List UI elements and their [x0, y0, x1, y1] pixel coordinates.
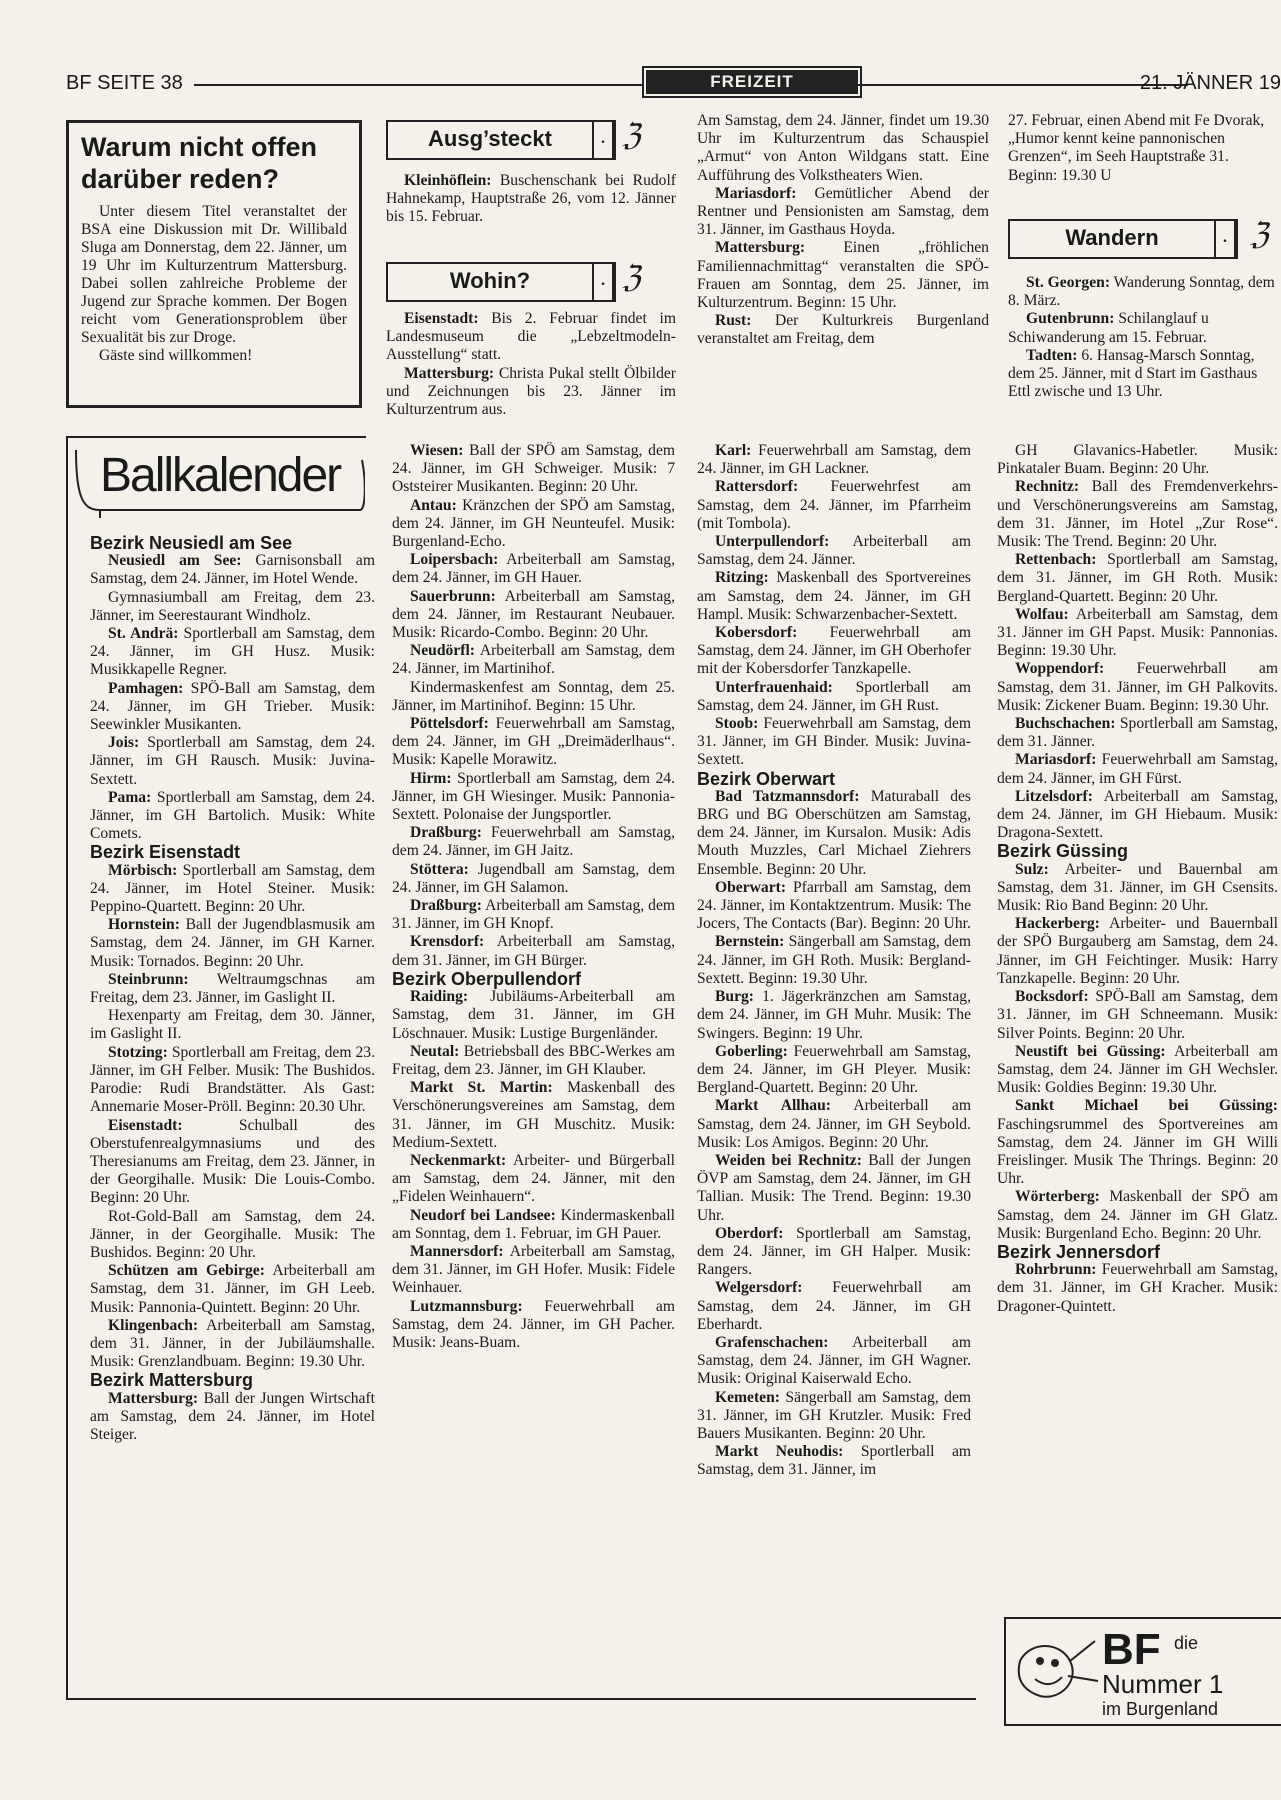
ball-entry-place: Pöttelsdorf: [410, 715, 489, 733]
ball-entry-text: Arbeiterball am Samstag, dem 24. Jänner, im GH Seybold. Musik: Los Amigos. Beginn: 20 Uhr. [697, 1097, 971, 1151]
ball-entry-text: Arbeiterball am Samstag, dem 24. Jänner, im Martinihof. [392, 642, 675, 678]
ball-entry-text: Feuerwehrball am Samstag, dem 24. Jänner, im GH Oberhofer mit der Kobersdorfer Tanzkapelle. [697, 624, 971, 678]
ball-entry [697, 442, 971, 478]
ball-entry-place: Kobersdorf: [715, 624, 798, 642]
ball-entry-text: Betriebsball des BBC-Werkes am Freitag, dem 23. Jänner, im GH Klauber. [392, 1042, 675, 1078]
ausgsteckt-label: Ausg’steckt [388, 122, 594, 158]
ball-entry [997, 861, 1278, 916]
ball-entry-text: Maturaball des BRG und BG Oberschützen am Samstag, dem 24. Jänner, im Kursalon. Musik: Adis Mouth Muzzles, Carl Michael Ziehrers Ensemble. Beginn: 20 Uhr. [697, 787, 971, 878]
page-header [66, 66, 1281, 100]
ball-entry-text: Jugendball am Samstag, dem 24. Jänner, im GH Salamon. [392, 860, 675, 896]
ball-entry-text: Feuerwehrball am Samstag, dem 31. Jänner, im GH Binder. Musik: Juvina-Sextett. [697, 715, 971, 769]
ball-entry [392, 1079, 675, 1152]
ball-entry-text: Feuerwehrball am Samstag, dem 31. Jänner, im GH Kracher. Musik: Dragoner-Quintett. [997, 1261, 1278, 1315]
ball-entry [997, 1261, 1278, 1316]
ball-entry-text: Sportlerball am Samstag, dem 24. Jänner, im GH Rausch. Musik: Juvina-Sextett. [90, 734, 375, 788]
issue-date: 21. JÄNNER 19 [1139, 72, 1281, 94]
ball-entry-text: Feuerwehrball am Samstag, dem 24. Jänner, im GH Pleyer. Musik: Bergland-Quartett. Beginn: 20 Uhr. [697, 1042, 971, 1097]
ausgsteckt-col [386, 172, 676, 227]
ball-entry-place: Stöttera: [410, 860, 469, 878]
ballkalender-col1 [90, 534, 375, 1444]
ball-entry-place: Bernstein: [715, 933, 785, 951]
ball-entry [997, 660, 1278, 715]
ball-entry [997, 1097, 1278, 1188]
ausgsteckt-entry: Kleinhöflein: Buschenschank bei Rudolf Hahnekamp, Hauptstraße 26, vom 12. Jänner bis 15. Februar. [386, 172, 676, 226]
ball-entry-place: Oberwart: [715, 878, 787, 896]
ball-entry [90, 1317, 375, 1372]
ball-entry [697, 933, 971, 988]
ball-entry [392, 824, 675, 860]
ball-entry-place: Rettenbach: [1015, 551, 1097, 569]
ball-entry [697, 1443, 971, 1479]
ball-entry-place: Sulz: [1015, 860, 1049, 878]
ball-entry-place: Pama: [108, 788, 152, 806]
ball-entry-place: Unterfrauenhaid: [715, 678, 833, 696]
ball-entry-place: St. Andrä: [108, 625, 179, 643]
ball-entry-place: Ritzing: [715, 569, 769, 587]
ball-entry-place: Rechnitz: [1015, 478, 1080, 496]
ball-entry-place: Buchschachen: [1015, 715, 1116, 733]
ball-entry-place: Neckenmarkt: [410, 1151, 507, 1169]
ball-entry [697, 788, 971, 879]
district-heading: Bezirk Jennersdorf [997, 1241, 1161, 1262]
ballkalender-col3 [697, 442, 971, 1480]
page-number: BF SEITE 38 [66, 72, 183, 94]
hiker-icon: ℨ [1250, 218, 1269, 251]
ball-entry [997, 751, 1278, 787]
ballkalender-col4 [997, 442, 1278, 1316]
ball-entry [90, 589, 375, 625]
ball-entry [90, 1390, 375, 1445]
ball-entry [392, 551, 675, 587]
ball-entry-place: Karl: [715, 442, 752, 459]
dot-icon: . [594, 122, 614, 158]
ball-entry [90, 971, 375, 1007]
wandern-entry-1: Gutenbrunn: Schilanglauf u Schiwanderung am 15. Februar. [1008, 310, 1209, 346]
ball-entry-place: Neutal: [410, 1042, 460, 1060]
ball-entry-text: Arbeiterball am Samstag, dem 31. Jänner, in der Jubiläumshalle. Musik: Grenzlandbuam. Beginn: 19.30 Uhr. [90, 1316, 375, 1371]
ball-entry-text: Arbeiterball am Samstag, dem 31. Jänner, im GH Knopf. [392, 897, 676, 933]
district-heading: Bezirk Mattersburg [90, 1370, 254, 1391]
ball-entry-text: Hexenparty am Freitag, dem 30. Jänner, im Gaslight II. [90, 1007, 375, 1043]
ball-entry [392, 642, 675, 678]
ball-entry [90, 1262, 375, 1317]
warum-text: Unter diesem Titel veranstaltet der BSA eine Diskussion mit Dr. Willibald Sluga am Donnerstag, dem 22. Jänner, um 19 Uhr im Kulturzentrum Mattersburg. Dabei sollen zahlreiche Probleme der Jugend zur Sprache kommen. Der Bogen reicht vom Generationsproblem über Sexualität bis zur Droge. [81, 203, 347, 346]
ball-entry [392, 679, 675, 715]
ball-entry-text: Arbeiterball am Samstag, dem 31. Jänner im GH Papst. Musik: Pannonias. Beginn: 19.30 Uhr. [997, 605, 1278, 660]
signpost-icon: ℨ [622, 261, 641, 294]
ball-entry [392, 897, 675, 933]
district-heading: Bezirk Oberwart [697, 768, 836, 789]
ball-entry-text: Faschingsrummel des Sportvereines am Samstag, dem 24. Jänner im GH Willi Freislinger. Musik The Thrings. Beginn: 20 Uhr. [997, 1115, 1278, 1188]
ball-entry-place: Pamhagen: [108, 679, 184, 697]
ball-entry [997, 442, 1278, 478]
ball-entry-text: Sportlerball am Samstag, dem 24. Jänner, im GH Bartolich. Musik: White Comets. [90, 788, 375, 843]
ball-entry-text: Arbeiter- und Bürgerball am Samstag, dem 24. Jänner, mit den „Fidelen Weinhauern“. [392, 1151, 675, 1206]
ball-entry [697, 1279, 971, 1334]
ball-entry-text: Feuerwehrball am Samstag, dem 31. Jänner, im GH Palkovits. Musik: Zickener Buam. Beginn: 19.30 Uhr. [997, 660, 1278, 714]
ball-entry-text: Jubiläums-Arbeiterball am Samstag, dem 31. Jänner, im GH Löschnauer. Musik: Lustige Burgenländer. [392, 988, 675, 1042]
ball-entry-text: Sängerball am Samstag, dem 31. Jänner, im GH Krutzler. Musik: Fred Bauers Musikanten. Beginn: 20 Uhr. [697, 1388, 971, 1442]
ball-entry-text: Sportlerball am Samstag, dem 24. Jänner, im Hotel Steiner. Musik: Peppino-Quartett. Beginn: 20 Uhr. [90, 861, 375, 916]
ball-entry [392, 588, 675, 643]
ball-entry-text: Feuerwehrball am Samstag, dem 24. Jänner, im GH „Dreimäderlhaus“. Musik: Kapelle Morawitz. [392, 715, 675, 769]
ball-entry [697, 715, 971, 770]
ball-entry-text: Feuerwehrball am Samstag, dem 24. Jänner, im GH Eberhardt. [697, 1279, 971, 1333]
ball-entry [392, 933, 675, 969]
col3-top-entry-0: Am Samstag, dem 24. Jänner, findet um 19.30 Uhr im Kulturzentrum das Schauspiel „Armut“ von Anton Wildgans statt. Eine Aufführung des Volkstheaters Wien. [697, 112, 989, 184]
ball-entry-place: Klingenbach: [108, 1316, 199, 1334]
ballkalender-heading [70, 440, 365, 522]
ball-entry-place: Hirm: [410, 769, 452, 787]
ball-entry-place: Markt Allhau: [715, 1097, 831, 1115]
ball-entry-place: Stotzing: [108, 1043, 168, 1061]
ball-entry [697, 679, 971, 715]
ballkalender-frame-top [66, 436, 366, 438]
ball-entry-place: Steinbrunn: [108, 970, 189, 988]
ball-entry [997, 551, 1278, 606]
ball-entry-text: SPÖ-Ball am Samstag, dem 31. Jänner, im GH Schneemann. Musik: Silver Points. Beginn: 20 Uhr. [997, 988, 1278, 1042]
mascot-icon [1010, 1621, 1100, 1721]
ball-entry [697, 879, 971, 934]
ball-entry-place: Hornstein: [108, 916, 180, 934]
ball-entry-place: Weiden bei Rechnitz: [715, 1151, 862, 1169]
ball-entry-place: Krensdorf: [410, 933, 485, 951]
ball-entry-text: Kindermaskenfest am Sonntag, dem 25. Jänner, im Martinihof. Beginn: 15 Uhr. [392, 678, 675, 714]
ball-entry-text: Sportlerball am Samstag, dem 24. Jänner, im GH Wiesinger. Musik: Pannonia-Sextett. Polonaise der Jungsportler. [392, 769, 675, 824]
ball-entry [697, 1152, 971, 1225]
warum-title: Warum nicht offen darüber reden? [81, 132, 317, 194]
ball-entry-text: Sängerball am Samstag, dem 24. Jänner, im GH Roth. Musik: Bergland-Sextett. Beginn: 19.30 Uhr. [697, 933, 971, 987]
ball-entry [392, 1043, 675, 1079]
district-heading: Bezirk Güssing [997, 841, 1129, 862]
ball-entry [697, 1334, 971, 1389]
ball-entry-text: Ball der Jungen ÖVP am Samstag, dem 24. Jänner, im GH Tallian. Musik: The Trend. Beginn: 19.30 Uhr. [697, 1151, 971, 1224]
ball-entry-place: Raiding: [410, 988, 469, 1006]
ball-entry-place: Lutzmannsburg: [410, 1297, 523, 1315]
ball-entry [392, 988, 675, 1043]
ball-entry [697, 988, 971, 1043]
ball-entry-text: Arbeiterball am Samstag, dem 24. Jänner, im GH Wagner. Musik: Original Kaiserwald Echo. [697, 1333, 971, 1388]
ball-entry-place: Markt St. Martin: [410, 1079, 553, 1097]
ball-entry-place: Loipersbach: [410, 551, 499, 569]
bf-promo-logo [1004, 1617, 1281, 1726]
ball-entry [90, 1117, 375, 1208]
ball-entry-place: Mattersburg: [108, 1389, 199, 1407]
ball-entry-text: Arbeiterball am Samstag, dem 24. Jänner, im Restaurant Neubauer. Musik: Ricardo-Combo. Beginn: 20 Uhr. [392, 587, 675, 642]
ball-entry-text: Arbeiterball am Samstag, dem 24. Jänner im GH Wechsler. Musik: Goldies Beginn: 19.30 Uhr. [997, 1042, 1278, 1097]
col4-top-intro: 27. Februar, einen Abend mit Fe Dvorak, „Humor kennt keine pannonischen Grenzen“, im Seeh Hauptstraße 31. Beginn: 19.30 U [1008, 112, 1265, 184]
ballkalender-title: Ballkalender [100, 449, 341, 502]
ball-entry [90, 552, 375, 588]
ballkalender-col2 [392, 442, 675, 1352]
ball-entry-place: Markt Neuhodis: [715, 1443, 844, 1461]
ball-entry-text: Pfarrball am Samstag, dem 24. Jänner, im Kontaktzentrum. Musik: The Jocers, The Contacts (Bar). Beginn: 20 Uhr. [697, 878, 971, 933]
ball-entry-text: Maskenball der SPÖ am Samstag, dem 24. Jänner im GH Glatz. Musik: Burgenland Echo. Beginn: 20 Uhr. [997, 1188, 1278, 1242]
ball-entry-text: Maskenball des Verschönerungsvereines am Samstag, dem 31. Jänner, im GH Muschitz. Musik: Medium-Sextett. [392, 1079, 675, 1151]
ball-entry-place: Wolfau: [1015, 605, 1069, 623]
ball-entry-text: Sportlerball am Samstag, dem 31. Jänner, im GH Roth. Musik: Bergland-Quartett. Beginn: 20 Uhr. [997, 551, 1278, 605]
ball-entry-text: Ball der Jungen Wirtschaft am Samstag, dem 24. Jänner, im Hotel Steiger. [90, 1389, 375, 1443]
ball-entry-place: Draßburg: [410, 897, 482, 915]
ball-entry-text: Arbeiterball am Samstag, dem 24. Jänner, im GH Hauer. [392, 551, 675, 587]
ball-entry [392, 1298, 675, 1353]
ball-entry-place: Grafenschachen: [715, 1333, 829, 1351]
ball-entry-place: Draßburg: [410, 824, 482, 842]
ball-entry [697, 1389, 971, 1444]
ball-entry [697, 1043, 971, 1098]
ball-entry [392, 1152, 675, 1207]
ball-entry [997, 1188, 1278, 1243]
ball-entry [997, 478, 1278, 551]
ball-entry-place: Mariasdorf: [1015, 751, 1097, 769]
ball-entry [997, 715, 1278, 751]
ball-entry-place: Neudorf bei Landsee: [410, 1206, 556, 1224]
ball-entry-text: Feuerwehrball am Samstag, dem 24. Jänner, im GH Pacher. Musik: Jeans-Buam. [392, 1297, 675, 1351]
ball-entry-text: Sportlerball am Samstag, dem 24. Jänner, im GH Rust. [697, 678, 971, 714]
logo-die: die [1174, 1633, 1199, 1653]
ball-entry [392, 1243, 675, 1298]
section-label: FREIZEIT [642, 66, 862, 98]
ball-entry-place: Wörterberg: [1015, 1188, 1100, 1206]
district-heading: Bezirk Neusiedl am See [90, 533, 293, 553]
wohin-entry-0: Eisenstadt: Bis 2. Februar findet im Landesmuseum die „Lebzeltmodeln-Ausstellung“ statt. [386, 310, 676, 364]
ball-entry [997, 1043, 1278, 1098]
ball-entry-text: Garnisonsball am Samstag, dem 24. Jänner, im Hotel Wende. [90, 552, 375, 588]
ball-entry-place: Goberling: [715, 1042, 788, 1060]
ball-entry-place: Woppendorf: [1015, 660, 1105, 678]
ball-entry [90, 789, 375, 844]
ball-entry [392, 770, 675, 825]
logo-bf: BF [1102, 1625, 1161, 1674]
ball-entry [697, 1225, 971, 1280]
ball-entry-place: Antau: [410, 496, 457, 514]
ball-entry-text: SPÖ-Ball am Samstag, dem 24. Jänner, im GH Trieber. Musik: Seewinkler Musikanten. [90, 679, 375, 734]
ball-entry-text: Schulball des Oberstufenrealgymnasiums und des Theresianums am Freitag, dem 23. Jänner, in der Georgihalle. Musik: Die Louis-Combo. Beginn: 20 Uhr. [90, 1116, 375, 1207]
ball-entry-place: Neustift bei Güssing: [1015, 1042, 1166, 1060]
ball-entry [997, 915, 1278, 988]
ball-entry-text: 1. Jägerkränzchen am Samstag, dem 24. Jänner, im GH Muhr. Musik: The Swingers. Beginn: 19 Uhr. [697, 988, 971, 1042]
wandern-label: Wandern [1010, 221, 1216, 257]
ball-entry-place: Neudörfl: [410, 642, 475, 660]
ball-entry-place: Bad Tatzmannsdorf: [715, 787, 860, 805]
col3-top-entry-2: Mattersburg: Einen „fröhlichen Familiennachmittag“ veranstalten die SPÖ-Frauen am Sonntag, dem 25. Jänner, im Kulturzentrum. Beginn: 15 Uhr. [697, 239, 989, 312]
ball-entry-text: Sportlerball am Samstag, dem 24. Jänner, im GH Husz. Musik: Musikkapelle Regner. [90, 625, 375, 679]
ball-entry-place: Welgersdorf: [715, 1279, 803, 1297]
ball-entry-text: Sportlerball am Samstag, dem 31. Jänner, im [697, 1443, 972, 1479]
ball-entry-text: Sportlerball am Samstag, dem 31. Jänner. [997, 715, 1278, 751]
warum-closing: Gäste sind willkommen! [99, 347, 253, 364]
ball-entry-text: Arbeiterball am Samstag, dem 24. Jänner, im GH Hiebaum. Musik: Dragona-Sextett. [997, 787, 1278, 842]
ball-entry-place: Unterpullendorf: [715, 533, 830, 551]
ball-entry-place: Rattersdorf: [715, 478, 799, 496]
ball-entry-place: Sauerbrunn: [410, 587, 496, 605]
ball-entry [697, 478, 971, 533]
ball-entry-place: Mannersdorf: [410, 1242, 504, 1260]
dot-icon: . [1216, 221, 1236, 257]
wandern-tag [1008, 219, 1238, 259]
wohin-col [386, 310, 676, 419]
col4-top [1008, 112, 1278, 185]
col3-top-entry-3: Rust: Der Kulturkreis Burgenland veranstaltet am Freitag, dem [697, 312, 989, 348]
ball-entry-text: Feuerwehrball am Samstag, dem 24. Jänner, im GH Jaitz. [392, 824, 675, 860]
col3-top [697, 112, 989, 349]
ball-entry-text: Arbeiter- und Bauernball der SPÖ Burgauberg am Samstag, dem 24. Jänner, im GH Feichtinger. Musik: Harry Tanzkapelle. Beginn: 20 Uhr. [997, 915, 1279, 987]
ball-entry-text: GH Glavanics-Habetler. Musik: Pinkataler Buam. Beginn: 20 Uhr. [997, 442, 1278, 478]
ball-entry-place: Schützen am Gebirge: [108, 1262, 265, 1280]
ball-entry-place: Burg: [715, 988, 754, 1006]
ball-entry [90, 862, 375, 917]
district-heading: Bezirk Oberpullendorf [392, 968, 582, 989]
wohin-label: Wohin? [388, 264, 594, 300]
ball-entry-place: Oberdorf: [715, 1224, 784, 1242]
ball-entry [90, 1044, 375, 1117]
ball-entry-text: Arbeiterball am Samstag, dem 31. Jänner, im GH Bürger. [392, 933, 675, 969]
wohin-tag [386, 262, 616, 302]
ball-entry [392, 1207, 675, 1243]
ball-entry [997, 788, 1278, 843]
ball-entry-text: Ball der Jugendblasmusik am Samstag, dem 24. Jänner, im GH Karner. Musik: Tornados. Beginn: 20 Uhr. [90, 916, 375, 970]
ball-entry-text: Feuerwehrball am Samstag, dem 24. Jänner, im GH Lackner. [697, 442, 971, 478]
ausgsteckt-tag [386, 120, 616, 160]
ball-entry-place: Eisenstadt: [108, 1116, 183, 1134]
ball-entry-text: Arbeiterball am Samstag, dem 24. Jänner. [697, 533, 971, 569]
ball-entry [697, 569, 971, 624]
ball-entry-place: Bocksdorf: [1015, 988, 1089, 1006]
dot-icon: . [594, 264, 614, 300]
ball-entry [697, 1097, 971, 1152]
ball-entry-place: Mörbisch: [108, 861, 178, 879]
ball-entry-text: Kindermaskenball am Sonntag, dem 1. Februar, im GH Pauer. [392, 1206, 675, 1242]
ball-entry-text: Maskenball des Sportvereines am Samstag, dem 24. Jänner, im GH Hampl. Musik: Schwarzenbacher-Sextett. [697, 569, 971, 623]
ball-entry-place: Wiesen: [410, 442, 464, 459]
ball-entry-text: Ball der SPÖ am Samstag, dem 24. Jänner, im GH Schweiger. Musik: 7 Oststeirer Musikanten. Beginn: 20 Uhr. [392, 442, 675, 496]
wandern-entry-0: St. Georgen: Wanderung Sonntag, dem 8. März. [1008, 274, 1275, 310]
ball-entry [90, 680, 375, 735]
ball-entry-text: Feuerwehrfest am Samstag, dem 24. Jänner, im Pfarrheim (mit Tombola). [697, 478, 971, 532]
ball-entry-text: Ball des Fremdenverkehrs- und Verschönerungsvereins am Samstag, dem 31. Jänner, im Hotel „Zur Rose“. Musik: The Trend. Beginn: 20 Uhr. [997, 478, 1278, 551]
ball-entry-text: Kränzchen der SPÖ am Samstag, dem 24. Jänner, im GH Neunteufel. Musik: Burgenland-Echo. [392, 496, 675, 551]
col3-top-entry-1: Mariasdorf: Gemütlicher Abend der Rentner und Pensionisten am Samstag, dem 31. Jänner, im Gasthaus Hoyda. [697, 184, 990, 239]
ball-entry-place: Rohrbrunn: [1015, 1261, 1097, 1279]
ball-entry-place: Neusiedl am See: [108, 552, 242, 570]
wandern-entry-2: Tadten: 6. Hansag-Marsch Sonntag, dem 25. Jänner, mit d Start im Gasthaus Ettl zwische und 13 Uhr. [1008, 346, 1258, 401]
ball-entry [90, 916, 375, 971]
district-heading: Bezirk Eisenstadt [90, 842, 241, 863]
ball-entry-place: Hackerberg: [1015, 915, 1100, 933]
ball-entry [90, 734, 375, 789]
ball-entry-text: Gymnasiumball am Freitag, dem 23. Jänner, im Seerestaurant Windholz. [90, 588, 375, 624]
ball-entry-text: Sportlerball am Samstag, dem 24. Jänner, im GH Halper. Musik: Rangers. [697, 1224, 971, 1279]
ball-entry-text: Feuerwehrball am Samstag, dem 24. Jänner, im GH Fürst. [997, 751, 1278, 787]
ball-entry-text: Sportlerball am Freitag, dem 23. Jänner, im GH Felber. Musik: The Bushidos. Parodie: Rudi Brandstätter. Als Gast: Annemarie Moser-Pröll. Beginn: 20.30 Uhr. [90, 1043, 375, 1116]
ball-entry [90, 1208, 375, 1263]
ball-entry-text: Arbeiterball am Samstag, dem 31. Jänner, im GH Hofer. Musik: Fidele Weinhauer. [392, 1242, 675, 1297]
header-rule-right [858, 84, 1188, 86]
ball-entry [90, 1007, 375, 1043]
ball-entry [697, 533, 971, 569]
ball-entry [392, 442, 675, 497]
ball-entry-place: Litzelsdorf: [1015, 787, 1093, 805]
ball-entry-place: Jois: [108, 734, 140, 752]
ball-entry [90, 625, 375, 680]
ball-entry [392, 497, 675, 552]
ball-entry [697, 624, 971, 679]
wandern-col [1008, 274, 1278, 401]
ball-entry [997, 988, 1278, 1043]
warum-article-box [66, 120, 362, 408]
wohin-entry-1: Mattersburg: Christa Pukal stellt Ölbilder und Zeichnungen bis 23. Jänner im Kulturzentrum aus. [386, 364, 676, 419]
ball-entry-text: Arbeiter- und Bauernbal am Samstag, dem 31. Jänner, im GH Csensits. Musik: Rio Band Beginn: 20 Uhr. [997, 860, 1278, 915]
ball-entry-place: Sankt Michael bei Güssing: [1015, 1097, 1278, 1115]
ball-entry-place: Kemeten: [715, 1388, 780, 1406]
logo-burgenland: im Burgenland [1102, 1699, 1219, 1719]
ball-entry-text: Rot-Gold-Ball am Samstag, dem 24. Jänner, in der Georgihalle. Musik: The Bushidos. Beginn: 20 Uhr. [90, 1207, 375, 1261]
wine-glass-icon: ℨ [622, 119, 641, 152]
ball-entry [392, 715, 675, 770]
ball-entry-text: Arbeiterball am Samstag, dem 31. Jänner, im GH Leeb. Musik: Pannonia-Quintett. Beginn: 20 Uhr. [90, 1262, 375, 1316]
ball-entry-text: Weltraumgschnas am Freitag, dem 23. Jänner, im Gaslight II. [90, 970, 375, 1007]
ball-entry [997, 606, 1278, 661]
ball-entry-place: Stoob: [715, 715, 759, 733]
header-rule-left [194, 84, 644, 86]
logo-nummer: Nummer 1 [1102, 1669, 1224, 1699]
ball-entry [392, 861, 675, 897]
